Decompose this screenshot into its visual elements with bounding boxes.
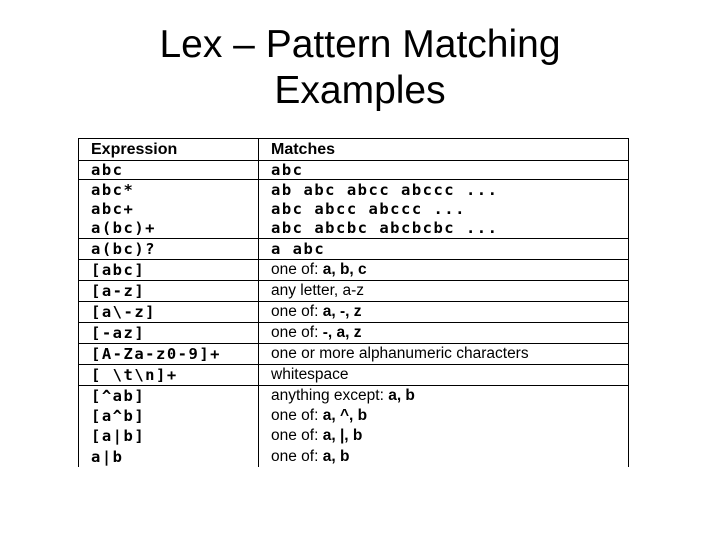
header-matches: Matches — [271, 140, 336, 158]
matches-cell — [259, 199, 628, 218]
table-row — [79, 260, 628, 281]
expression-cell: abc+ — [79, 199, 259, 218]
table-row — [79, 239, 628, 260]
match-characters: a, b — [388, 387, 415, 404]
expression-cell: abc — [79, 161, 259, 179]
matches-cell — [259, 180, 628, 199]
match-characters: a, -, z — [322, 303, 362, 320]
table-row — [79, 446, 628, 467]
expression-cell: [a-z] — [79, 281, 259, 301]
table-row — [79, 386, 628, 406]
matches-cell — [259, 446, 628, 467]
table-row — [79, 344, 628, 365]
table-row — [79, 323, 628, 344]
match-description: one of: — [271, 427, 323, 444]
match-description: one of: — [271, 407, 323, 424]
matches-cell — [259, 161, 628, 179]
expression-cell: [a\-z] — [79, 302, 259, 322]
match-strings: abc abcbc abcbcbc ... — [271, 219, 499, 237]
pattern-table — [78, 138, 629, 467]
expression-cell: [ \t\n]+ — [79, 365, 259, 385]
match-description: one of: — [271, 447, 323, 465]
expression-cell: [abc] — [79, 260, 259, 280]
matches-cell — [259, 406, 628, 426]
match-strings: abc abcc abccc ... — [271, 199, 466, 218]
match-characters: a, ^, b — [322, 407, 368, 424]
table-row — [79, 302, 628, 323]
match-strings: a abc — [271, 240, 326, 258]
table-row — [79, 426, 628, 446]
slide-title-line-1: Lex – Pattern Matching — [159, 23, 561, 66]
match-characters: a, b, c — [322, 261, 367, 278]
table-row — [79, 180, 628, 199]
expression-cell: a(bc)+ — [79, 218, 259, 238]
slide-title-line-2: Examples — [274, 69, 446, 112]
table-row — [79, 161, 628, 180]
match-characters: a, b — [322, 447, 350, 465]
match-description: one of: — [271, 261, 323, 278]
header-expression: Expression — [79, 139, 259, 160]
match-description: one or more alphanumeric characters — [271, 345, 529, 362]
table-row — [79, 199, 628, 218]
match-description: anything except: — [271, 387, 389, 404]
matches-cell — [259, 344, 628, 364]
matches-cell — [259, 281, 628, 301]
match-characters: -, a, z — [322, 324, 362, 341]
match-characters: a, |, b — [322, 427, 363, 444]
table-row — [79, 365, 628, 386]
expression-cell: a|b — [79, 446, 259, 467]
matches-cell — [259, 302, 628, 322]
table-row — [79, 281, 628, 302]
match-description: any letter, a-z — [271, 282, 365, 299]
matches-cell — [259, 426, 628, 446]
table-row — [79, 406, 628, 426]
slide-title — [0, 22, 720, 114]
matches-cell — [259, 323, 628, 343]
expression-cell: abc* — [79, 180, 259, 199]
match-description: one of: — [271, 324, 323, 341]
matches-cell — [259, 386, 628, 406]
table-header-row — [79, 139, 628, 161]
matches-cell — [259, 260, 628, 280]
expression-cell: [a^b] — [79, 406, 259, 426]
match-description: whitespace — [271, 366, 349, 383]
table-row — [79, 218, 628, 239]
expression-cell: [-az] — [79, 323, 259, 343]
expression-cell: [A-Za-z0-9]+ — [79, 344, 259, 364]
match-description: one of: — [271, 303, 323, 320]
match-strings: ab abc abcc abccc ... — [271, 180, 499, 199]
expression-cell: [^ab] — [79, 386, 259, 406]
match-strings: abc — [271, 161, 304, 179]
matches-cell — [259, 365, 628, 385]
matches-cell — [259, 218, 628, 238]
expression-cell: a(bc)? — [79, 239, 259, 259]
expression-cell: [a|b] — [79, 426, 259, 446]
matches-cell — [259, 239, 628, 259]
